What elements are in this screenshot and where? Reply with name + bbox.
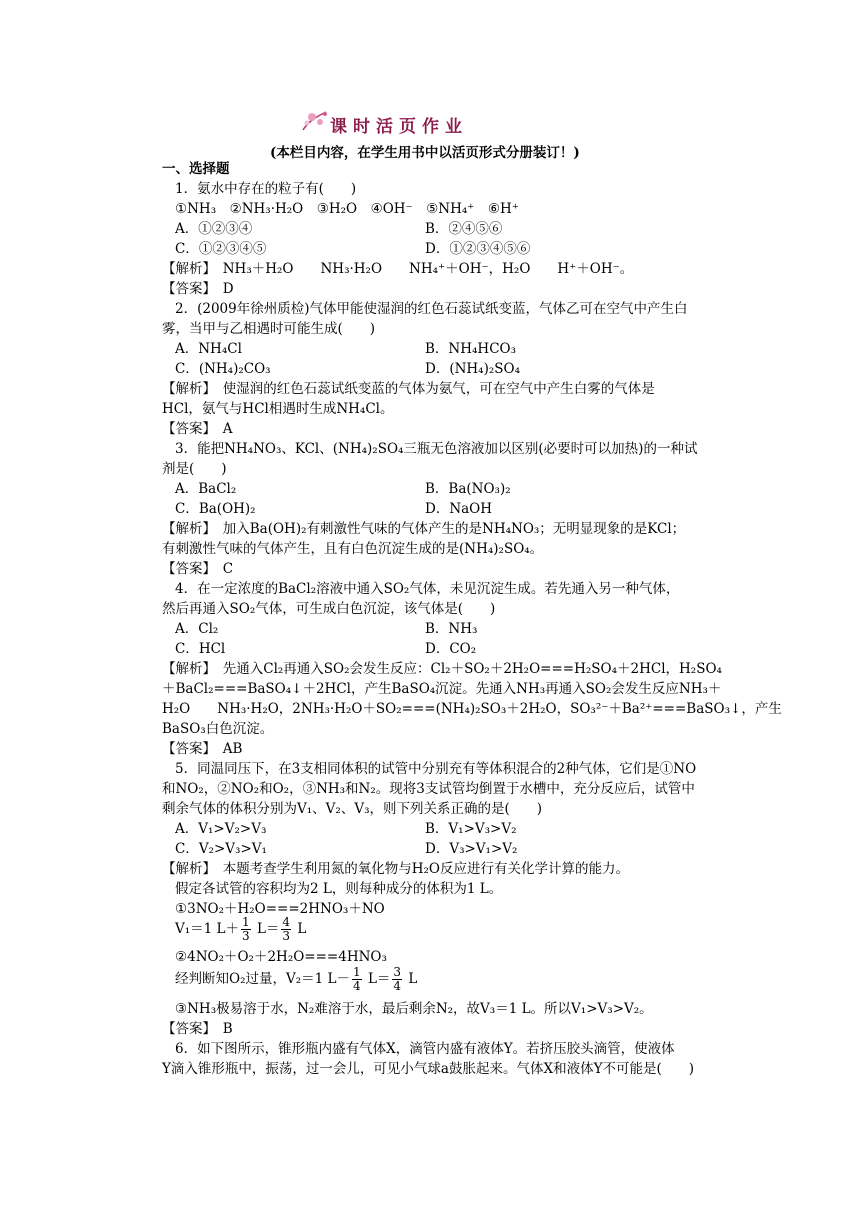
q2-option-c: C．(NH₄)₂CO₃: [175, 361, 271, 377]
q4-analysis-cont-2: H₂O NH₃·H₂O，2NH₃·H₂O＋SO₂===(NH₄)₂SO₃＋2H₂O，SO₃²⁻＋Ba²⁺===BaSO₃↓，产生: [162, 701, 782, 717]
q4-option-c: C．HCl: [175, 641, 226, 657]
q3-option-b: B．Ba(NO₃)₂: [425, 481, 511, 497]
page-title: 课时活页作业: [330, 117, 468, 137]
q5-option-a: A．V₁>V₂>V₃: [175, 821, 267, 837]
fraction-three-quarters: $\frac{3}{4}$: [393, 965, 402, 993]
fraction-four-thirds: $\frac{4}{3}$: [282, 915, 291, 943]
q2-analysis-cont: HCl，氨气与HCl相遇时生成NH₄Cl。: [162, 401, 394, 417]
question-5: 5．同温同压下，在3支相同体积的试管中分别充有等体积混合的2种气体，它们是①NO: [175, 761, 697, 777]
section-heading: 一、选择题: [162, 161, 230, 177]
q1-answer: 【答案】 D: [162, 281, 234, 297]
question-6: 6．如下图所示，锥形瓶内盛有气体X，滴管内盛有液体Y。若挤压胶头滴管，使液体: [175, 1041, 675, 1057]
question-3-cont: 剂是( ): [162, 461, 227, 477]
q3-answer: 【答案】 C: [162, 561, 234, 577]
question-3: 3．能把NH₄NO₃、KCl、(NH₄)₂SO₄三瓶无色溶液加以区别(必要时可以加热)的一种试: [175, 441, 698, 457]
q4-analysis: 【解析】 先通入Cl₂再通入SO₂会发生反应：Cl₂＋SO₂＋2H₂O===H₂SO₄＋2HCl，H₂SO₄: [162, 661, 722, 677]
q2-answer: 【答案】 A: [162, 421, 233, 437]
q2-option-d: D．(NH₄)₂SO₄: [425, 361, 520, 377]
q3-analysis-cont: 有刺激性气味的气体产生，且有白色沉淀生成的是(NH₄)₂SO₄。: [162, 541, 544, 557]
question-5-cont-2: 剩余气体的体积分别为V₁、V₂、V₃，则下列关系正确的是( ): [162, 801, 543, 817]
question-4: 4．在一定浓度的BaCl₂溶液中通入SO₂气体，未见沉淀生成。若先通入另一种气体，: [175, 581, 680, 597]
q4-answer: 【答案】 AB: [162, 741, 243, 757]
question-4-cont: 然后再通入SO₂气体，可生成白色沉淀，该气体是( ): [162, 601, 496, 617]
q5-option-c: C．V₂>V₃>V₁: [175, 841, 267, 857]
q5-answer: 【答案】 B: [162, 1021, 233, 1037]
question-1: 1．氨水中存在的粒子有( ): [175, 181, 357, 197]
q2-option-b: B．NH₄HCO₃: [425, 341, 516, 357]
q3-analysis: 【解析】 加入Ba(OH)₂有刺激性气味的气体产生的是NH₄NO₃；无明显现象的是KCl；: [162, 521, 686, 537]
q3-option-d: D．NaOH: [425, 501, 493, 517]
q1-option-c: C．①②③④⑤: [175, 241, 267, 257]
q5-analysis-conclusion: ③NH₃极易溶于水，N₂难溶于水，最后剩余N₂，故V₃＝1 L。所以V₁>V₃>V₂。: [175, 1001, 653, 1017]
question-2-cont: 雾，当甲与乙相遇时可能生成( ): [162, 321, 376, 337]
q4-option-a: A．Cl₂: [175, 621, 219, 637]
q5-option-b: B．V₁>V₃>V₂: [425, 821, 517, 837]
q1-analysis: 【解析】 NH₃＋H₂O NH₃·H₂O NH₄⁺＋OH⁻，H₂O H⁺＋OH⁻。: [162, 261, 634, 277]
fraction-one-quarter: $\frac{1}{4}$: [353, 965, 361, 993]
question-5-cont-1: 和NO₂，②NO₂和O₂，③NH₃和N₂。现将3支试管均倒置于水槽中，充分反应后，试管中: [162, 781, 695, 797]
q5-v1-formula: V₁＝1 L＋ $\frac{1}{3}$ L＝ $\frac{4}{3}$ L: [175, 915, 307, 943]
question-2: 2．(2009年徐州质检)气体甲能使湿润的红色石蕊试纸变蓝，气体乙可在空气中产生白: [175, 301, 688, 317]
q3-option-a: A．BaCl₂: [175, 481, 237, 497]
q4-option-b: B．NH₃: [425, 621, 478, 637]
q2-analysis: 【解析】 使湿润的红色石蕊试纸变蓝的气体为氨气，可在空气中产生白雾的气体是: [162, 381, 655, 397]
q2-option-a: A．NH₄Cl: [175, 341, 242, 357]
q1-option-b: B．②④⑤⑥: [425, 221, 503, 237]
q5-equation-1: ①3NO₂＋H₂O===2HNO₃＋NO: [175, 901, 385, 917]
q5-equation-2: ②4NO₂＋O₂＋2H₂O===4HNO₃: [175, 949, 387, 965]
q4-analysis-cont-3: BaSO₃白色沉淀。: [162, 721, 274, 737]
q5-v2-formula: 经判断知O₂过量，V₂＝1 L－ $\frac{1}{4}$ L＝ $\frac{3}{4}$ L: [175, 965, 418, 993]
question-6-cont: Y滴入锥形瓶中，振荡，过一会儿，可见小气球a鼓胀起来。气体X和液体Y不可能是( ): [162, 1061, 695, 1077]
q5-analysis-assume: 假定各试管的容积均为2 L，则每种成分的体积为1 L。: [175, 881, 503, 897]
q4-option-d: D．CO₂: [425, 641, 477, 657]
flower-decoration-icon: [300, 108, 330, 134]
q5-analysis: 【解析】 本题考查学生利用氮的氧化物与H₂O反应进行有关化学计算的能力。: [162, 861, 630, 877]
q1-option-a: A．①②③④: [175, 221, 253, 237]
q1-option-d: D．①②③④⑤⑥: [425, 241, 531, 257]
q1-species-list: ①NH₃ ②NH₃·H₂O ③H₂O ④OH⁻ ⑤NH₄⁺ ⑥H⁺: [175, 201, 519, 217]
q5-option-d: D．V₃>V₁>V₂: [425, 841, 518, 857]
fraction-one-third: $\frac{1}{3}$: [242, 915, 250, 943]
page-subtitle: (本栏目内容，在学生用书中以活页形式分册装订！): [270, 145, 580, 161]
q4-analysis-cont-1: ＋BaCl₂===BaSO₄↓＋2HCl，产生BaSO₄沉淀。先通入NH₃再通入SO₂会发生反应NH₃＋: [162, 681, 722, 697]
q3-option-c: C．Ba(OH)₂: [175, 501, 256, 517]
